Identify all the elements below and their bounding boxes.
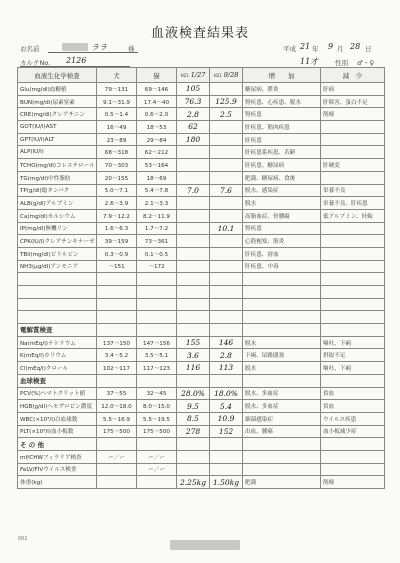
- empty-cell: [210, 324, 243, 337]
- item-name: TG(mg/dl)中性脂肪: [18, 171, 97, 184]
- dog-range: 7.9〜12.2: [97, 209, 137, 222]
- decrease-note: 栄養不良、肝疾患: [321, 197, 385, 210]
- value-2: [210, 83, 243, 96]
- value-2: 113: [210, 362, 243, 375]
- table-row: [18, 400, 385, 413]
- increase-note: 脱水: [243, 362, 321, 375]
- table-row: [18, 235, 385, 248]
- dog-range: 2.6〜3.9: [97, 197, 137, 210]
- value-2: [210, 247, 243, 260]
- item-name: GPT(IU/l)ALT: [18, 133, 97, 146]
- decrease-note: [321, 463, 385, 476]
- item-name: WBC(×10³/l)白血球数: [18, 412, 97, 425]
- decrease-note: [321, 171, 385, 184]
- date-day: 28: [350, 42, 361, 51]
- value-2: [210, 209, 243, 222]
- table-row: [18, 121, 385, 134]
- dog-range: 175〜500: [97, 425, 137, 438]
- name-value: ララ: [91, 43, 107, 52]
- item-name: NH3(μg/dl)アンモニア: [18, 260, 97, 273]
- empty-cell: [210, 311, 243, 324]
- value-1: [177, 260, 210, 273]
- empty-cell: [137, 311, 177, 324]
- item-name: CPK(IU/l)クレアチンキナーゼ: [18, 235, 97, 248]
- item-name: TP(g/dl)総タンパク: [18, 184, 97, 197]
- results-table: [17, 67, 385, 489]
- empty-cell: [137, 273, 177, 286]
- decrease-note: [321, 260, 385, 273]
- dog-range: 12.0〜18.0: [97, 400, 137, 413]
- date1-label: 1/27: [190, 71, 206, 79]
- date-year-unit: 年: [312, 45, 319, 53]
- decrease-note: 摂取不足: [321, 349, 385, 362]
- table-row: [18, 260, 385, 273]
- value-2: [210, 121, 243, 134]
- value-1: 116: [177, 362, 210, 375]
- increase-note: 細菌感染症: [243, 412, 321, 425]
- age-value: 11才: [300, 57, 319, 66]
- empty-cell: [210, 298, 243, 311]
- item-name: Cl(mEq/l)クロール: [18, 362, 97, 375]
- cat-range: 69〜146: [137, 83, 177, 96]
- value-2: 18.0%: [210, 387, 243, 400]
- table-row: [18, 209, 385, 222]
- item-name: ALB(g/dl)アルブミン: [18, 197, 97, 210]
- cat-range: 175〜500: [137, 425, 177, 438]
- cat-range: 53〜164: [137, 159, 177, 172]
- clinic-redaction: [170, 540, 240, 550]
- empty-cell: [210, 273, 243, 286]
- table-row: [18, 222, 385, 235]
- item-name: BUN(mg/dl)尿素窒素: [18, 95, 97, 108]
- value-2: 152: [210, 425, 243, 438]
- empty-cell: [321, 438, 385, 451]
- value-1: 2.8: [177, 108, 210, 121]
- item-name: GOT(IU/l)AST: [18, 121, 97, 134]
- dog-range: 〜151: [97, 260, 137, 273]
- value-1: [177, 463, 210, 476]
- item-name: HGB(g/dl)ヘモグロビン濃度: [18, 400, 97, 413]
- value-2: 125.9: [210, 95, 243, 108]
- value-2: 10.9: [210, 412, 243, 425]
- empty-cell: [137, 298, 177, 311]
- table-row: [18, 425, 385, 438]
- dog-range: 23〜89: [97, 133, 137, 146]
- cat-range: 2.1〜3.3: [137, 197, 177, 210]
- empty-cell: [177, 438, 210, 451]
- increase-note: 脱水: [243, 197, 321, 210]
- sex-label: 性別: [335, 59, 348, 67]
- decrease-note: 血小板減少症: [321, 425, 385, 438]
- decrease-note: [321, 450, 385, 463]
- value-1: [177, 159, 210, 172]
- document-title: 血液検査結果表: [150, 26, 249, 41]
- dog-range: 9.1〜31.9: [97, 95, 137, 108]
- decrease-note: 低アルブミン、妊娠: [321, 209, 385, 222]
- increase-note: 肥満、糖尿病、食後: [243, 171, 321, 184]
- form-code: 001: [18, 536, 28, 542]
- cat-range: 5.5〜19.5: [137, 412, 177, 425]
- empty-cell: [243, 273, 321, 286]
- value-1: 155: [177, 336, 210, 349]
- decrease-note: 嘔吐、下痢: [321, 336, 385, 349]
- section-row: [18, 438, 385, 451]
- decrease-note: [321, 235, 385, 248]
- cat-range: 3.5〜5.1: [137, 349, 177, 362]
- dog-range: 79〜131: [97, 83, 137, 96]
- increase-note: 肝疾患系疾患、若齢: [243, 146, 321, 159]
- increase-note: 脱水、多血症: [243, 400, 321, 413]
- table-row: [18, 83, 385, 96]
- empty-cell: [137, 438, 177, 451]
- value-2: 7.6: [210, 184, 243, 197]
- decrease-note: [321, 247, 385, 260]
- value-1: [177, 209, 210, 222]
- item-name: CRE(mg/dl)クレアチニン: [18, 108, 97, 121]
- empty-cell: [18, 273, 97, 286]
- value-1: [177, 247, 210, 260]
- table-row: [18, 412, 385, 425]
- value-2: [210, 159, 243, 172]
- empty-cell: [243, 374, 321, 387]
- decrease-note: [321, 133, 385, 146]
- decrease-note: [321, 121, 385, 134]
- increase-note: 肝疾患、筋肉疾患: [243, 121, 321, 134]
- col-item-header: 血液生化学検査: [18, 68, 97, 83]
- increase-note: 腎疾患、心疾患、脱水: [243, 95, 321, 108]
- empty-cell: [137, 374, 177, 387]
- table-row: [18, 95, 385, 108]
- cat-range: 18〜69: [137, 171, 177, 184]
- table-row: [18, 146, 385, 159]
- empty-cell: [137, 324, 177, 337]
- empty-cell: [177, 324, 210, 337]
- table-row: [18, 362, 385, 375]
- value-1: 76.3: [177, 95, 210, 108]
- increase-note: 出血、腫瘍: [243, 425, 321, 438]
- item-name: Ca(mg/dl)カルシウム: [18, 209, 97, 222]
- item-name: ALP(IU/l): [18, 146, 97, 159]
- decrease-note: 肝病: [321, 83, 385, 96]
- increase-note: 腎疾患: [243, 108, 321, 121]
- value-1: [177, 171, 210, 184]
- value-1: [177, 450, 210, 463]
- empty-cell: [243, 311, 321, 324]
- cat-range: 1.7〜7.2: [137, 222, 177, 235]
- cat-range: ー／ー: [137, 450, 177, 463]
- item-name: PLT(×10³/l)血小板数: [18, 425, 97, 438]
- value-1: [177, 197, 210, 210]
- empty-cell: [243, 298, 321, 311]
- decrease-note: 貧血: [321, 387, 385, 400]
- dog-range: 0.3〜0.9: [97, 247, 137, 260]
- increase-note: 肝疾患: [243, 133, 321, 146]
- table-row: [18, 108, 385, 121]
- increase-note: 下痢、尿路閉塞: [243, 349, 321, 362]
- decrease-note: 肝硬変: [321, 159, 385, 172]
- value-2: [210, 171, 243, 184]
- cat-range: 117〜123: [137, 362, 177, 375]
- item-name: K(mEq/l)カリウム: [18, 349, 97, 362]
- dog-range: 68〜318: [97, 146, 137, 159]
- date2-prefix: H21: [213, 73, 222, 78]
- table-row: [18, 197, 385, 210]
- table-row: [18, 133, 385, 146]
- date2-label: 9/28: [223, 71, 239, 79]
- name-suffix: 様: [128, 45, 135, 53]
- dog-range: [97, 463, 137, 476]
- col-date1-header: [177, 68, 210, 83]
- value-2: [210, 450, 243, 463]
- col-dog-header: 犬: [97, 68, 137, 83]
- empty-cell: [321, 286, 385, 299]
- increase-note: 心筋梗塞、筋炎: [243, 235, 321, 248]
- sex-value: ♂・♀: [357, 59, 375, 67]
- empty-cell: [137, 286, 177, 299]
- increase-note: 脱水、感染症: [243, 184, 321, 197]
- chart-label: カルテNo.: [20, 59, 51, 67]
- item-name: Glu(mg/dl)血糖値: [18, 83, 97, 96]
- section-row: [18, 374, 385, 387]
- value-2: 10.1: [210, 222, 243, 235]
- empty-cell: [210, 374, 243, 387]
- empty-cell: [321, 273, 385, 286]
- increase-note: 高脂血症、骨腫瘍: [243, 209, 321, 222]
- empty-cell: [97, 286, 137, 299]
- value-2: 146: [210, 336, 243, 349]
- item-name: TBil(mg/dl)ビリルビン: [18, 247, 97, 260]
- cat-range: 8.2〜11.9: [137, 209, 177, 222]
- value-1: 8.5: [177, 412, 210, 425]
- value-1: 2.25kg: [177, 476, 210, 489]
- dog-range: 1.6〜6.3: [97, 222, 137, 235]
- item-name: Na(mEq/l)ナトリウム: [18, 336, 97, 349]
- dog-range: 137〜150: [97, 336, 137, 349]
- dog-range: 5.0〜7.1: [97, 184, 137, 197]
- table-row: [18, 349, 385, 362]
- cat-range: 〜172: [137, 260, 177, 273]
- blank-row: [18, 273, 385, 286]
- increase-note: [243, 463, 321, 476]
- increase-note: 肝疾患、溶血: [243, 247, 321, 260]
- table-header-row: [18, 68, 385, 83]
- decrease-note: 削痩: [321, 108, 385, 121]
- col-date2-header: [210, 68, 243, 83]
- increase-note: 腎疾患: [243, 222, 321, 235]
- section-title: 電解質検査: [18, 324, 97, 337]
- dog-range: ー／ー: [97, 450, 137, 463]
- value-1: 9.5: [177, 400, 210, 413]
- value-1: 62: [177, 121, 210, 134]
- cat-range: [137, 476, 177, 489]
- table-row: [18, 247, 385, 260]
- dog-range: 70〜303: [97, 159, 137, 172]
- dog-range: 16〜49: [97, 121, 137, 134]
- date-year: 21: [300, 42, 311, 51]
- increase-note: 肥満: [243, 476, 321, 489]
- item-name: 体重(kg): [18, 476, 97, 489]
- cat-range: 0.1〜0.5: [137, 247, 177, 260]
- value-1: 28.0%: [177, 387, 210, 400]
- value-1: [177, 222, 210, 235]
- section-row: [18, 324, 385, 337]
- cat-range: ー／ー: [137, 463, 177, 476]
- cat-range: 29〜84: [137, 133, 177, 146]
- decrease-note: ウイルス疾患: [321, 412, 385, 425]
- empty-cell: [177, 298, 210, 311]
- empty-cell: [97, 298, 137, 311]
- cat-range: 0.6〜2.0: [137, 108, 177, 121]
- dog-range: 37〜55: [97, 387, 137, 400]
- empty-cell: [177, 374, 210, 387]
- value-1: [177, 235, 210, 248]
- date-month-unit: 月: [337, 45, 344, 53]
- value-1: [177, 146, 210, 159]
- date-month: 9: [328, 42, 334, 51]
- blank-row: [18, 286, 385, 299]
- table-row: [18, 171, 385, 184]
- value-2: [210, 146, 243, 159]
- decrease-note: 肝障害、蛋白不足: [321, 95, 385, 108]
- value-2: 1.50kg: [210, 476, 243, 489]
- empty-cell: [177, 311, 210, 324]
- item-name: FeLV/FIVウイルス検査: [18, 463, 97, 476]
- decrease-note: 削痩: [321, 476, 385, 489]
- value-2: 2.8: [210, 349, 243, 362]
- empty-cell: [97, 374, 137, 387]
- table-row: [18, 463, 385, 476]
- item-name: mf/CHWフィラリア検査: [18, 450, 97, 463]
- decrease-note: 嘔吐、下痢: [321, 362, 385, 375]
- table-row: [18, 336, 385, 349]
- value-2: 5.4: [210, 400, 243, 413]
- item-name: TCHO(mg/dl)コレステロール: [18, 159, 97, 172]
- value-1: 278: [177, 425, 210, 438]
- chart-value: 2126: [66, 56, 87, 65]
- empty-cell: [18, 286, 97, 299]
- dog-range: 5.5〜16.9: [97, 412, 137, 425]
- value-2: [210, 133, 243, 146]
- value-2: [210, 463, 243, 476]
- increase-note: 脱水: [243, 336, 321, 349]
- decrease-note: 栄養不良: [321, 184, 385, 197]
- cat-range: 18〜53: [137, 121, 177, 134]
- increase-note: 肝疾患、中毒: [243, 260, 321, 273]
- section-title: そ の 他: [18, 438, 97, 451]
- empty-cell: [97, 273, 137, 286]
- dog-range: 3.4〜5.2: [97, 349, 137, 362]
- empty-cell: [97, 438, 137, 451]
- cat-range: 8.0〜15.0: [137, 400, 177, 413]
- blank-row: [18, 311, 385, 324]
- empty-cell: [18, 298, 97, 311]
- item-name: IP(mg/dl)無機リン: [18, 222, 97, 235]
- col-increase-header: 増 加: [243, 68, 321, 83]
- table-row: [18, 184, 385, 197]
- empty-cell: [243, 324, 321, 337]
- empty-cell: [18, 311, 97, 324]
- value-1: 3.6: [177, 349, 210, 362]
- cat-range: 32〜45: [137, 387, 177, 400]
- dog-range: 102〜117: [97, 362, 137, 375]
- empty-cell: [321, 324, 385, 337]
- dog-range: 0.5〜1.4: [97, 108, 137, 121]
- value-1: 180: [177, 133, 210, 146]
- results-table-body: [18, 68, 385, 489]
- value-2: 2.5: [210, 108, 243, 121]
- dog-range: 39〜159: [97, 235, 137, 248]
- cat-range: 73〜361: [137, 235, 177, 248]
- decrease-note: [321, 146, 385, 159]
- empty-cell: [177, 286, 210, 299]
- col-cat-header: 猫: [137, 68, 177, 83]
- cat-range: 147〜156: [137, 336, 177, 349]
- increase-note: 脱水、多血症: [243, 387, 321, 400]
- empty-cell: [321, 311, 385, 324]
- value-2: [210, 235, 243, 248]
- empty-cell: [97, 311, 137, 324]
- value-2: [210, 197, 243, 210]
- table-row: [18, 387, 385, 400]
- item-name: PCV(%)ヘマトクリット値: [18, 387, 97, 400]
- name-label: お名前: [20, 45, 40, 53]
- cat-range: 62〜212: [137, 146, 177, 159]
- cat-range: 17.4〜40: [137, 95, 177, 108]
- date-era: 平成: [283, 45, 296, 53]
- empty-cell: [210, 438, 243, 451]
- increase-note: [243, 450, 321, 463]
- increase-note: 糖尿病、膵炎: [243, 83, 321, 96]
- value-1: 7.0: [177, 184, 210, 197]
- section-title: 血球検査: [18, 374, 97, 387]
- dog-range: 20〜155: [97, 171, 137, 184]
- name-redaction: [62, 43, 88, 51]
- value-1: 105: [177, 83, 210, 96]
- empty-cell: [321, 374, 385, 387]
- empty-cell: [243, 286, 321, 299]
- decrease-note: [321, 222, 385, 235]
- table-row: [18, 159, 385, 172]
- empty-cell: [177, 273, 210, 286]
- blank-row: [18, 298, 385, 311]
- date-day-unit: 日: [365, 45, 372, 53]
- col-decrease-header: 減 少: [321, 68, 385, 83]
- table-row: [18, 476, 385, 489]
- date1-prefix: H21: [180, 73, 189, 78]
- table-row: [18, 450, 385, 463]
- value-2: [210, 260, 243, 273]
- name-underline: [48, 52, 138, 53]
- increase-note: 肝疾患、糖尿病: [243, 159, 321, 172]
- empty-cell: [210, 286, 243, 299]
- empty-cell: [243, 438, 321, 451]
- empty-cell: [97, 324, 137, 337]
- decrease-note: 貧血: [321, 400, 385, 413]
- dog-range: [97, 476, 137, 489]
- cat-range: 5.4〜7.8: [137, 184, 177, 197]
- empty-cell: [321, 298, 385, 311]
